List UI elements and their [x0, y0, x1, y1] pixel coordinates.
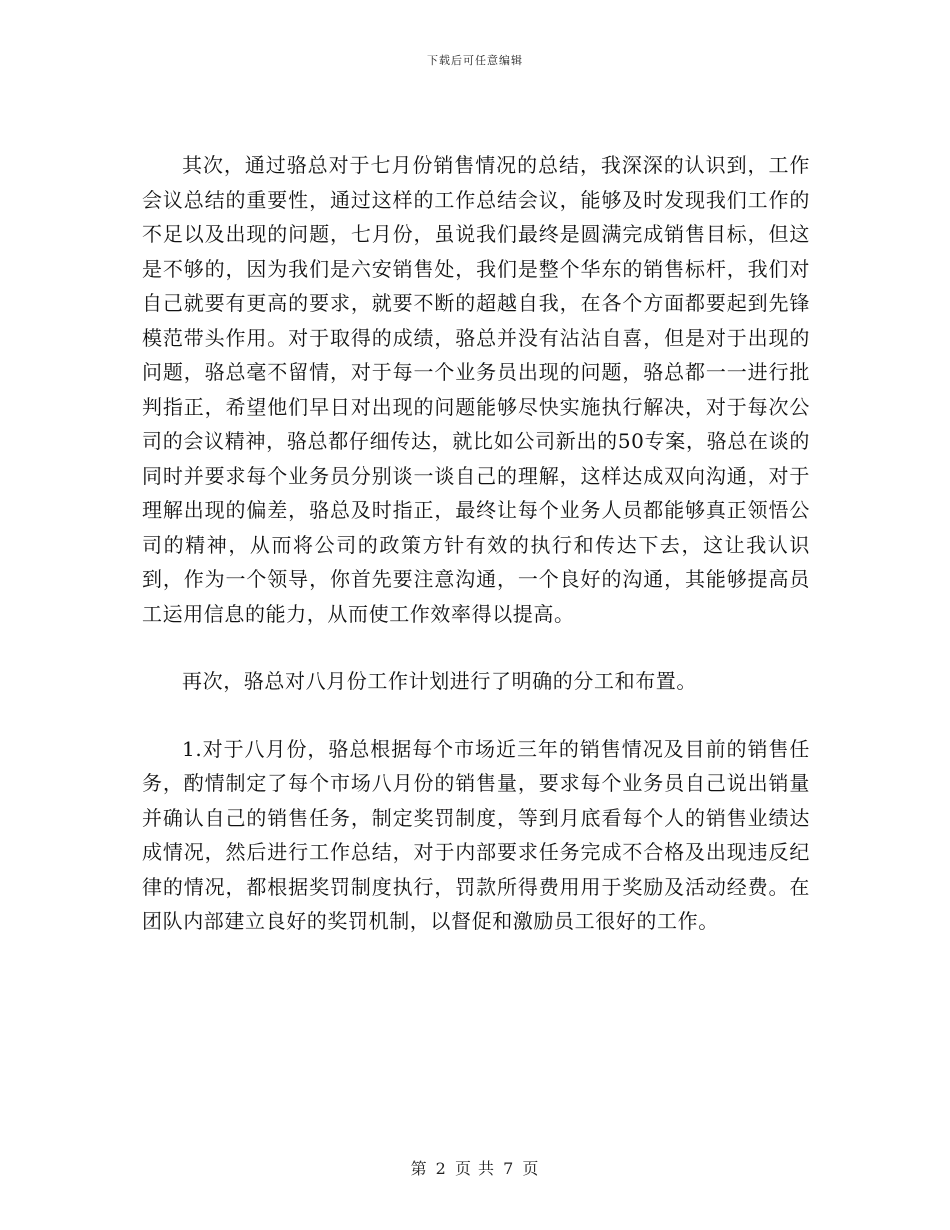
footer-prefix: 第	[410, 1159, 428, 1178]
page-header: 下载后可任意编辑	[427, 54, 523, 67]
footer-middle: 页 共	[454, 1159, 496, 1178]
page-footer	[0, 1156, 950, 1179]
document-body	[142, 148, 810, 939]
paragraph-august-plan-intro: 再次，骆总对八月份工作计划进行了明确的分工和布置。	[182, 669, 697, 693]
paragraph-august-item-1: 1.对于八月份，骆总根据每个市场近三年的销售情况及目前的销售任务，酌情制定了每个市场八月份的销售量，要求每个业务员自己说出销量并确认自己的销售任务，制定奖罚制度，等到月底看每个人的销售业绩达成情况，然后进行工作总结，对于内部要求任务完成不合格及出现违反纪律的情况，都根据奖罚制度执行，罚款所得费用用于奖励及活动经费。在团队内部建立良好的奖罚机制，以督促和激励员工很好的工作。	[142, 736, 810, 933]
total-pages-number: 7	[503, 1159, 515, 1178]
current-page-number: 2	[435, 1159, 447, 1178]
paragraph-summary-july: 其次，通过骆总对于七月份销售情况的总结，我深深的认识到，工作会议总结的重要性，通过这样的工作总结会议，能够及时发现我们工作的不足以及出现的问题，七月份，虽说我们最终是圆满完成销售目标，但这是不够的，因为我们是六安销售处，我们是整个华东的销售标杆，我们对自己就要有更高的要求，就要不断的超越自我，在各个方面都要起到先锋模范带头作用。对于取得的成绩，骆总并没有沾沾自喜，但是对于出现的问题，骆总毫不留情，对于每一个业务员出现的问题，骆总都一一进行批判指正，希望他们早日对出现的问题能够尽快实施执行解决，对于每次公司的会议精神，骆总都仔细传达，就比如公司新出的50专案，骆总在谈的同时并要求每个业务员分别谈一谈自己的理解，这样达成双向沟通，对于理解出现的偏差，骆总及时指正，最终让每个业务人员都能够真正领悟公司的精神，从而将公司的政策方针有效的执行和传达下去，这让我认识到，作为一个领导，你首先要注意沟通，一个良好的沟通，其能够提高员工运用信息的能力，从而使工作效率得以提高。	[142, 153, 810, 626]
footer-suffix: 页	[522, 1159, 540, 1178]
